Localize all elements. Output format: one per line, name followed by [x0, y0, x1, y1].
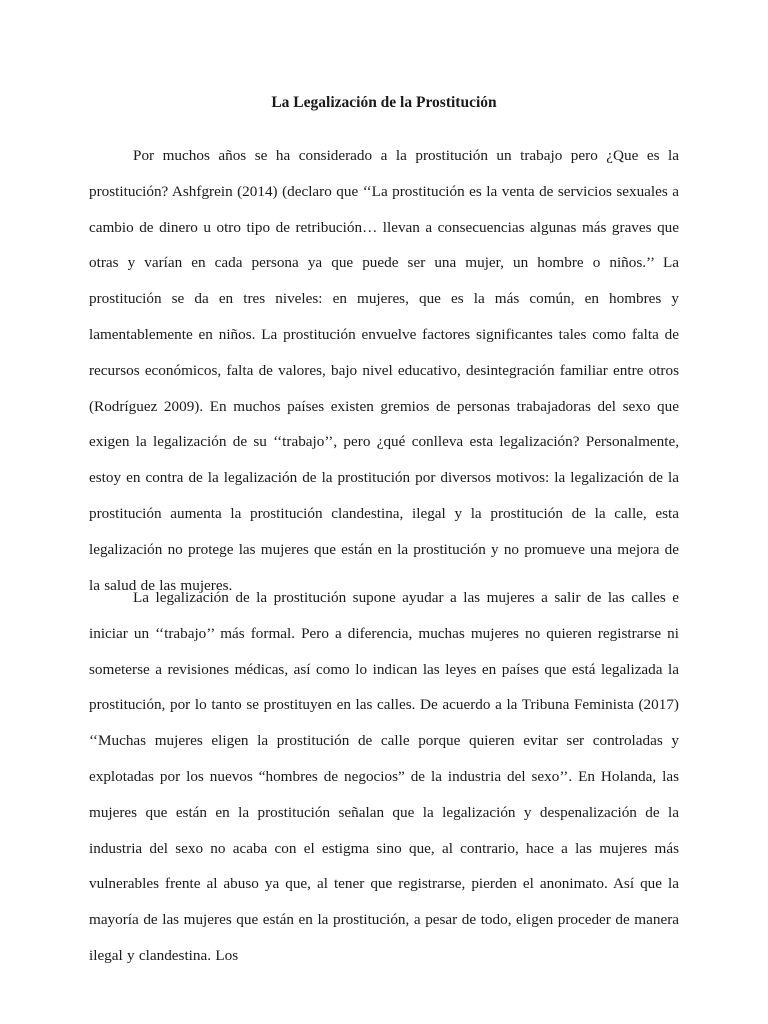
- paragraph-2: La legalización de la prostitución supone ayudar a las mujeres a salir de las calles e iniciar un ‘‘trabajo’’ más formal. Pero a diferencia, muchas mujeres no quieren registrarse ni someterse a revisiones médicas, así como lo indican las leyes en países que está legalizada la prostitución, por lo tanto se prostituyen en las calles. De acuerdo a la Tribuna Feminista (2017) ‘‘Muchas mujeres eligen la prostitución de calle porque quieren evitar ser controladas y explotadas por los nuevos “hombres de negocios” de la industria del sexo’’. En Holanda, las mujeres que están en la prostitución señalan que la legalización y despenalización de la industria del sexo no acaba con el estigma sino que, al contrario, hace a las mujeres más vulnerables frente al abuso ya que, al tener que registrarse, pierden el anonimato. Así que la mayoría de las mujeres que están en la prostitución, a pesar de todo, eligen proceder de manera ilegal y clandestina. Los: [89, 589, 679, 964]
- paragraph-1: Por muchos años se ha considerado a la prostitución un trabajo pero ¿Que es la prostitución? Ashfgrein (2014) (declaro que ‘‘La prostitución es la venta de servicios sexuales a cambio de dinero u otro tipo de retribución… llevan a consecuencias algunas más graves que otras y varían en cada persona ya que puede ser una mujer, un hombre o niños.’’ La prostitución se da en tres niveles: en mujeres, que es la más común, en hombres y lamentablemente en niños. La prostitución envuelve factores significantes tales como falta de recursos económicos, falta de valores, bajo nivel educativo, desintegración familiar entre otros (Rodríguez 2009). En muchos países existen gremios de personas trabajadoras del sexo que exigen la legalización de su ‘‘trabajo’’, pero ¿qué conlleva esta legalización? Personalmente, estoy en contra de la legalización de la prostitución por diversos motivos: la legalización de la prostitución aumenta la prostitución clandestina, ilegal y la prostitución de la calle, esta legalización no protege las mujeres que están en la prostitución y no promueve una mejora de la salud de las mujeres.: [89, 147, 679, 594]
- document-title: La Legalización de la Prostitución: [271, 94, 497, 111]
